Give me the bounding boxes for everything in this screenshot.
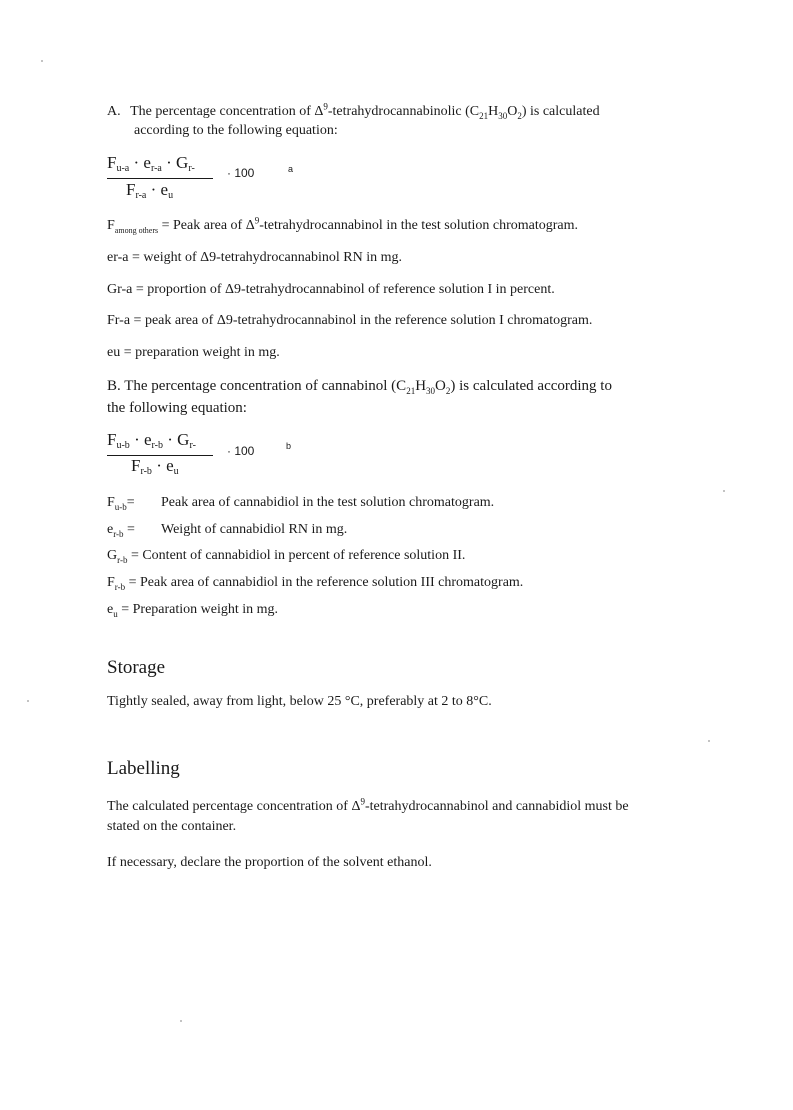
section-a-intro-text: The percentage concentration of Δ bbox=[130, 104, 324, 119]
storage-heading: Storage bbox=[107, 657, 166, 678]
section-b-definition-1: $F_{u-b}=$ Peak area of cannabidiol in the test solution chromatogram. bbox=[107, 495, 495, 512]
section-a-intro-text: -tetrahydrocannabinolic (C bbox=[327, 104, 480, 119]
equation-b-tag: b bbox=[286, 441, 292, 451]
section-b-definition-3: $G_{r-b}$ = Content of cannabidiol in percent of reference solution II. bbox=[107, 548, 466, 565]
labelling-heading: Labelling bbox=[107, 758, 180, 779]
section-a-definition-5: eu = preparation weight in mg. bbox=[107, 345, 280, 360]
labelling-text-line-3: If necessary, declare the proportion of the solvent ethanol. bbox=[107, 855, 432, 870]
section-a-definition-3: Gr-a = proportion of Δ9-tetrahydrocannabinol of reference solution I in percent. bbox=[107, 282, 555, 297]
equation-a-fraction-bar bbox=[107, 178, 213, 179]
section-b-definition-4: $F_{r-b}$ = Peak area of cannabidiol in the reference solution III chromatogram. bbox=[107, 575, 524, 592]
section-a-definition-4: Fr-a = peak area of Δ9-tetrahydrocannabinol in the reference solution I chromatogram. bbox=[107, 313, 593, 328]
equation-a-tag: a bbox=[288, 164, 294, 174]
subscript: 30 bbox=[498, 110, 508, 121]
section-a-marker: A. bbox=[107, 104, 121, 119]
equation-a-denominator: Fr-a · eu bbox=[126, 180, 174, 201]
scan-speck bbox=[723, 490, 725, 492]
scan-speck bbox=[27, 700, 29, 702]
equation-a-multiplier: · 100 bbox=[227, 166, 255, 180]
section-a-definition-1: $F_{among others}$ = Peak area of $\Delta^9$-tetrahydrocannabinol in the test solution chromatogram. bbox=[107, 215, 579, 235]
equation-a-numerator: Fu-a · er-a · Gr- bbox=[107, 153, 195, 174]
section-b-intro-line-1: B. The percentage concentration of cannabinol $(C_{21}H_{30}O_2)$ is calculated according to bbox=[107, 378, 612, 396]
scan-speck bbox=[708, 740, 710, 742]
scan-speck bbox=[180, 1020, 182, 1022]
section-a-intro-text: O bbox=[507, 104, 518, 119]
subscript: 21 bbox=[479, 110, 489, 121]
section-a-definition-2: er-a = weight of Δ9-tetrahydrocannabinol RN in mg. bbox=[107, 250, 402, 265]
scan-speck bbox=[41, 60, 43, 62]
superscript: 9 bbox=[323, 101, 328, 112]
section-a-intro-text: H bbox=[488, 104, 499, 119]
section-a-intro-text: ) is calculated bbox=[521, 104, 600, 119]
storage-text: Tightly sealed, away from light, below 25 °C, preferably at 2 to 8°C. bbox=[107, 694, 492, 709]
section-b-definition-2: $e_{r-b}$ = Weight of cannabidiol RN in mg. bbox=[107, 522, 348, 539]
section-b-intro-line-2: the following equation: bbox=[107, 400, 247, 416]
equation-b-multiplier: · 100 bbox=[227, 444, 255, 458]
subscript: 2 bbox=[517, 110, 522, 121]
section-a-intro-line-2: according to the following equation: bbox=[134, 123, 338, 138]
section-b-definition-5: $e_u$ = Preparation weight in mg. bbox=[107, 602, 279, 619]
equation-b-numerator: Fu-b · er-b · Gr- bbox=[107, 430, 196, 451]
labelling-text-line-2: stated on the container. bbox=[107, 819, 237, 834]
equation-b-denominator: Fr-b · eu bbox=[131, 456, 179, 477]
labelling-text-line-1: The calculated percentage concentration of $\Delta^9$-tetrahydrocannabinol and cannabidiol must be bbox=[107, 796, 629, 814]
section-a-intro-line-1 bbox=[107, 102, 600, 122]
